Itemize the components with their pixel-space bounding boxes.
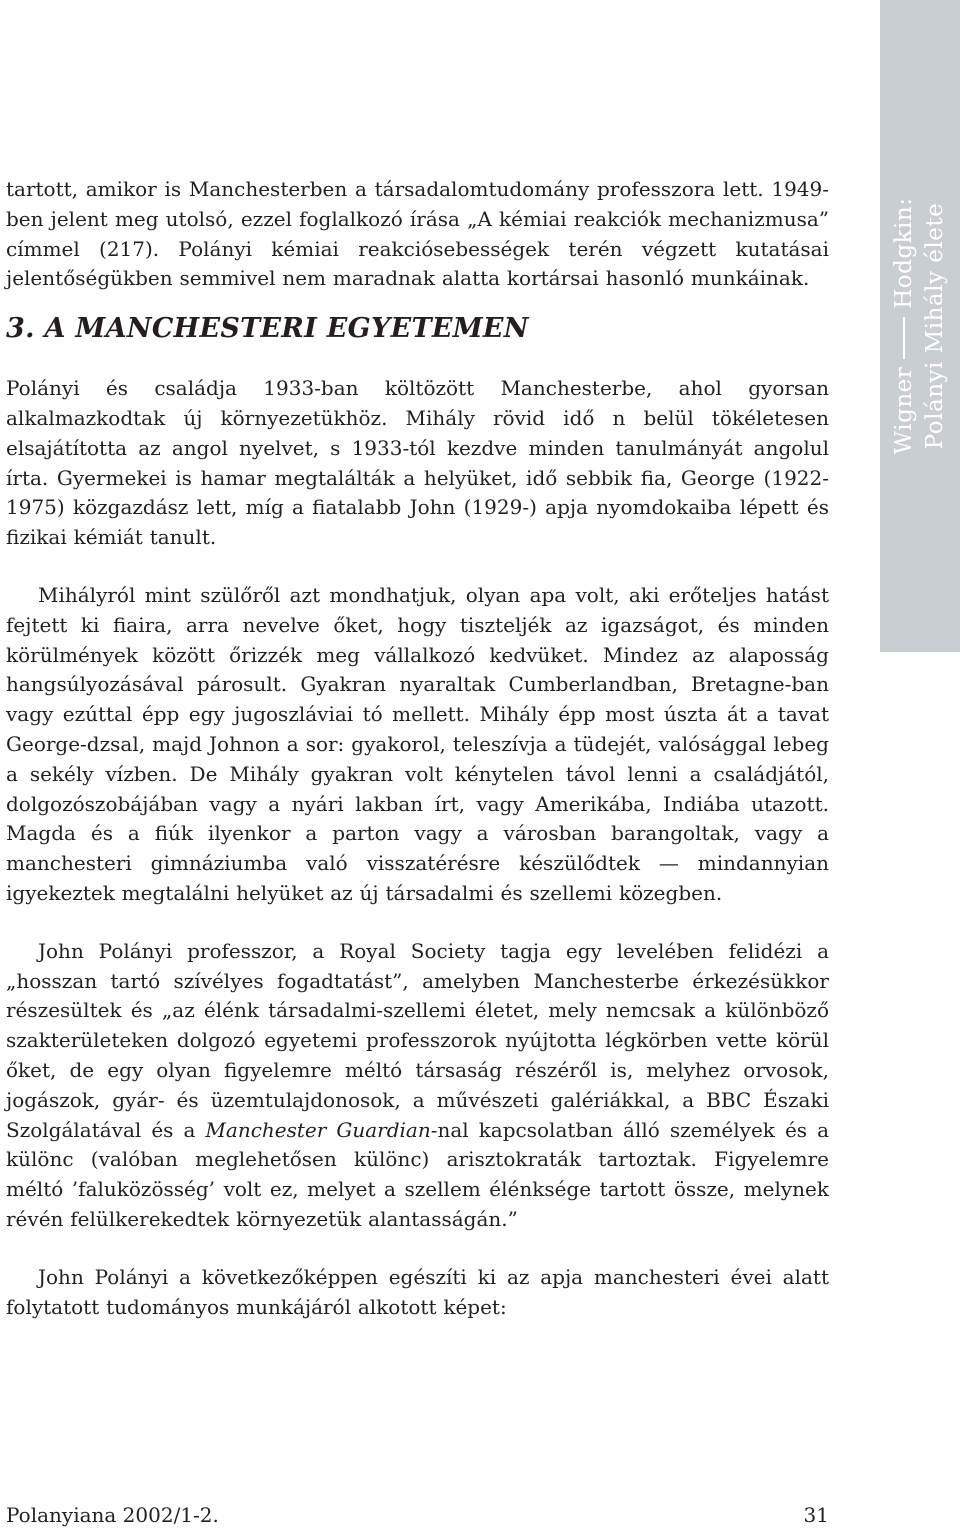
- paragraph-john-polanyi-letter: [6, 937, 829, 1235]
- newspaper-title: Manchester Guardian: [205, 1117, 431, 1142]
- em-dash-rule: [903, 317, 905, 359]
- letter-text-part-1: John Polányi professzor, a Royal Society tagja egy levelében felidézi a „hosszan tartó szívélyes fogadtatást”, amelyben Manchesterbe érkezésükkor részesültek és „az élénk társadalmi-szellemi életet, mely nemcsak a különböző szakterületeken dolgozó egyetemi professzorok nyújtotta légkörben vette körül őket, de egy olyan figyelemre méltó társaság részéről is, melyhez orvosok, jogászok, gyár- és üzemtulajdonosok, a művészeti galériákkal, a BBC Északi Szolgálatával és a: [6, 938, 829, 1142]
- paragraph-moving-to-manchester: Polányi és családja 1933-ban költözött Manchesterbe, ahol gyorsan alkalmazkodtak új környezetükhöz. Mihály rövid idő n belül tökéletesen elsajátította az angol nyelvet, s 1933-tól kezdve minden tanulmányát angolul írta. Gyermekei is hamar megtalálták a helyüket, idő sebbik fia, George (1922-1975) közgazdász lett, míg a fiatalabb John (1929-) apja nyomdokaiba lépett és fizikai kémiát tanult.: [6, 376, 829, 550]
- paragraph-scientific-work-intro: John Polányi a következőképpen egészíti ki az apja manchesteri évei alatt folytatott tudományos munkájáról alkotott képet:: [6, 1264, 829, 1319]
- paragraph-father-portrait: Mihályról mint szülőről azt mondhatjuk, olyan apa volt, aki erőteljes hatást fejtett ki fiaira, arra nevelve őket, hogy tiszteljék az igazságot, és minden körülmények között őrizzék meg vállalkozó kedvüket. Mindez az alaposság hangsúlyozásával párosult. Gyakran nyaraltak Cumberlandban, Bretagne-ban vagy ezúttal épp egy jugoszláviai tó mellett. Mihály épp most úszta át a tavat George-dzsal, majd Johnon a sor: gyakorol, teleszívja a tüdejét, valósággal lebeg a sekély vízben. De Mihály gyakran volt kénytelen távol lenni a családjától, dolgozószobájában vagy a nyári lakban írt, vagy Amerikába, Indiába utazott. Magda és a fiúk ilyenkor a parton vagy a városban barangoltak, vagy a manchesteri gimnáziumba való visszatérésre készülődtek — mindannyian igyekeztek megtalálni helyüket az új társadalmi és szellemi közegben.: [6, 582, 829, 905]
- main-text-column: [6, 175, 829, 1322]
- page-number: 31: [803, 1503, 829, 1527]
- running-title: [880, 26, 960, 626]
- running-title-hodgkin: Hodgkin:: [891, 197, 917, 309]
- journal-issue: Polanyiana 2002/1-2.: [6, 1503, 219, 1527]
- running-title-wigner: Wigner: [891, 366, 917, 455]
- letter-text-part-2: -nal kapcsolatban álló személyek és a különc (valóban meglehetősen különc) arisztokraták tartoztak. Figyelemre méltó ’faluközösség’ volt ez, melyet a szellem élénksége tartott össze, melynek révén felülkerekedtek környezetük alantasságán.”: [6, 1117, 829, 1231]
- page-footer: [6, 1503, 829, 1527]
- paragraph-continued: tartott, amikor is Manchesterben a társadalomtudomány professzora lett. 1949-ben jelent meg utolsó, ezzel foglalkozó írása „A kémiai reakciók mechanizmusa” címmel (217). Polányi kémiai reakciósebességek terén végzett kutatásai jelentőségükben semmivel nem maradnak alatta kortársai hasonló munkáinak.: [6, 177, 829, 291]
- running-title-line-1: [889, 198, 920, 455]
- running-title-line-2: Polányi Mihály élete: [922, 202, 948, 450]
- section-heading: 3. A MANCHESTERI EGYETEMEN: [6, 313, 529, 345]
